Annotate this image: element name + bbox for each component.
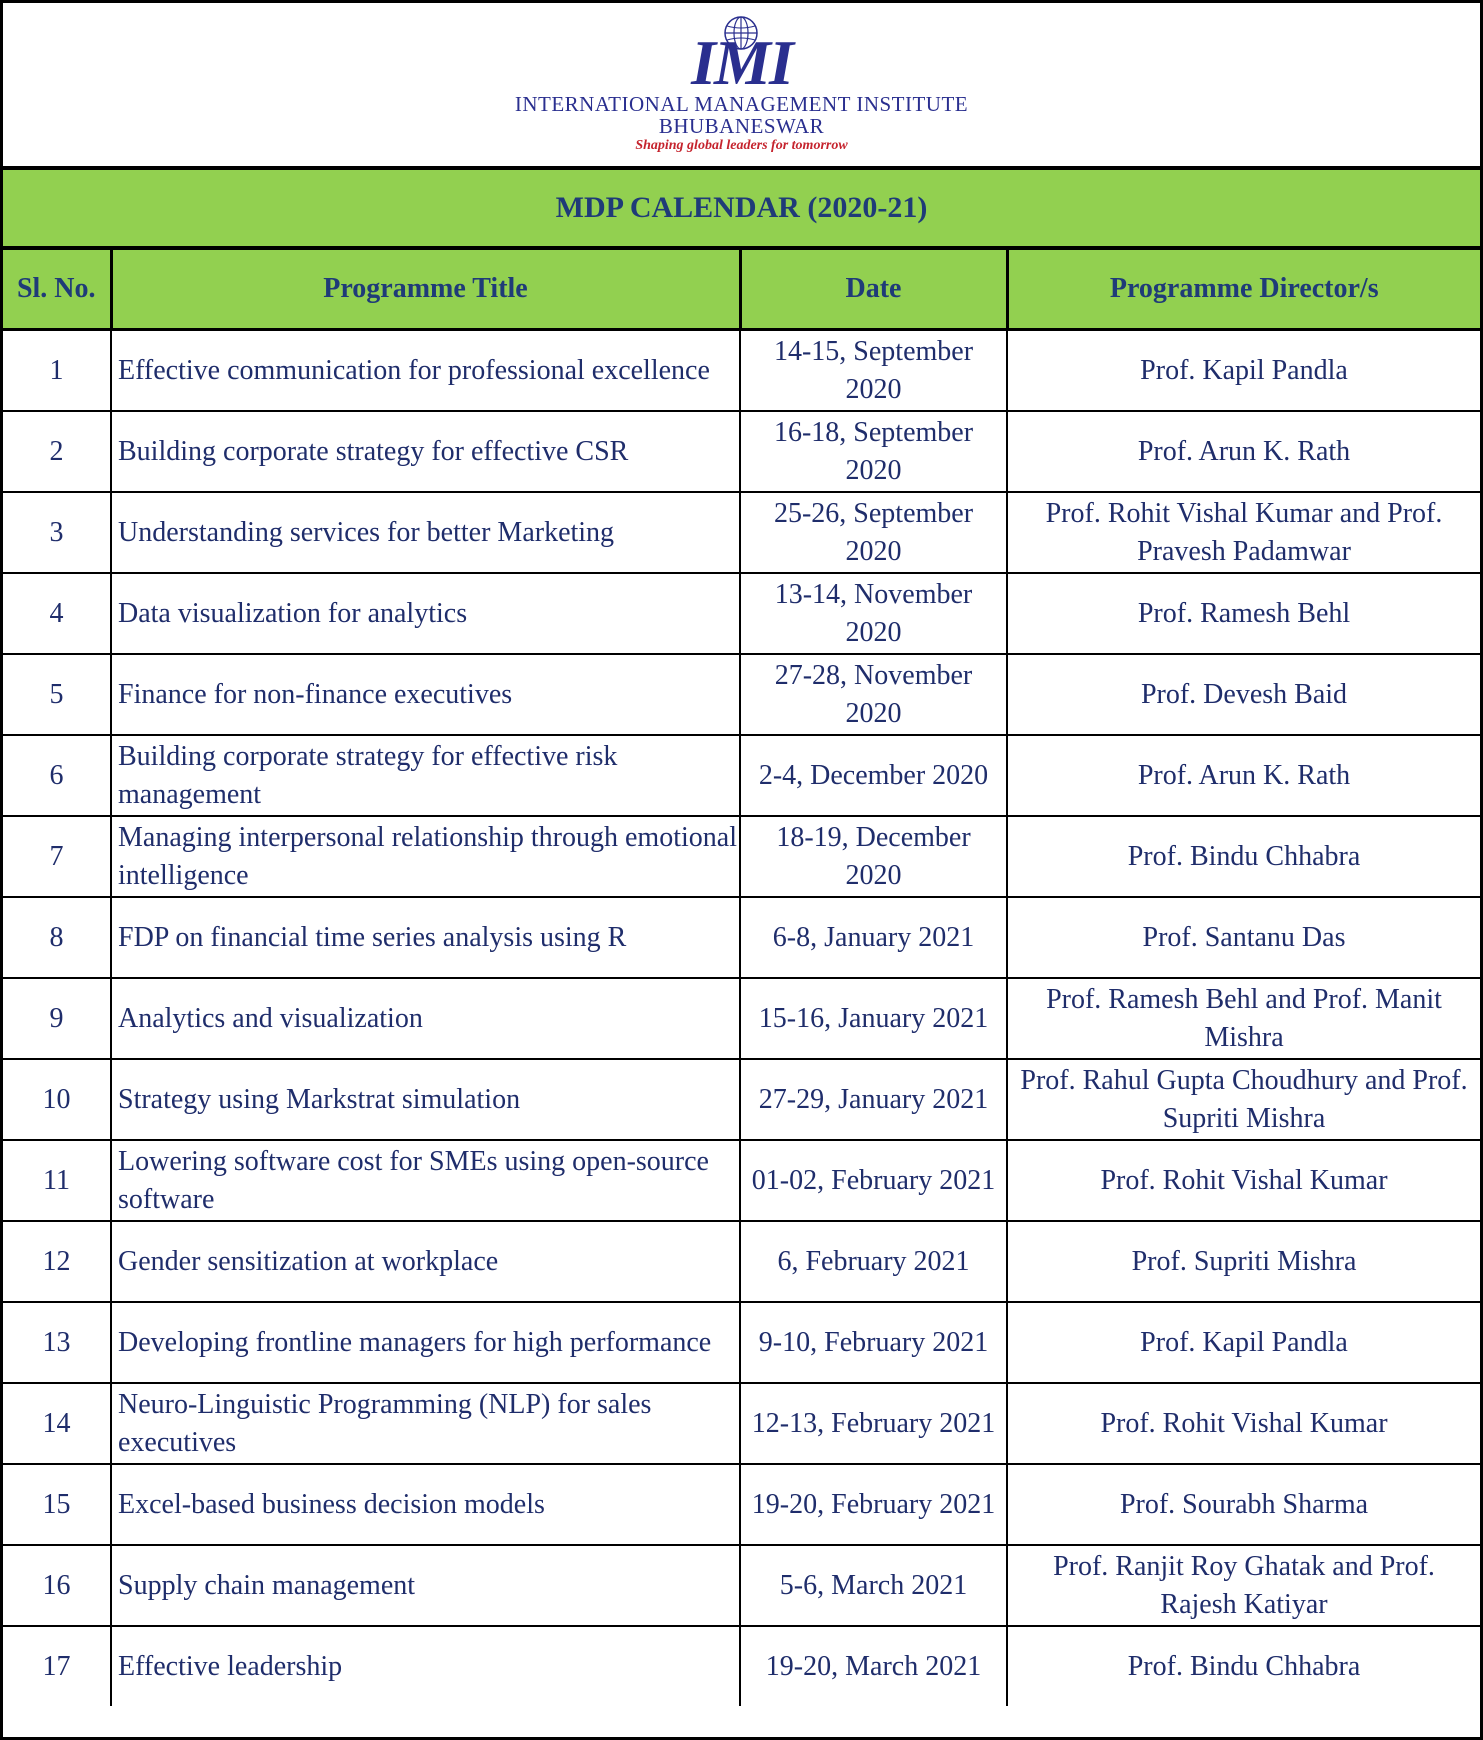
imi-logo	[672, 15, 812, 98]
date-cell: 25-26, September 2020	[740, 492, 1007, 573]
header-programme-director: Programme Director/s	[1007, 250, 1480, 330]
programme-director-cell: Prof. Ramesh Behl and Prof. Manit Mishra	[1007, 978, 1480, 1059]
programme-director-cell: Prof. Rohit Vishal Kumar and Prof. Pravesh Padamwar	[1007, 492, 1480, 573]
programme-title-cell: Developing frontline managers for high performance	[111, 1302, 740, 1383]
programme-title-cell: Data visualization for analytics	[111, 573, 740, 654]
sl-no-cell: 11	[3, 1140, 111, 1221]
programme-title-cell: Effective communication for professional excellence	[111, 330, 740, 412]
programme-director-cell: Prof. Bindu Chhabra	[1007, 816, 1480, 897]
date-cell: 12-13, February 2021	[740, 1383, 1007, 1464]
programme-director-cell: Prof. Rohit Vishal Kumar	[1007, 1383, 1480, 1464]
date-cell: 01-02, February 2021	[740, 1140, 1007, 1221]
sl-no-cell: 9	[3, 978, 111, 1059]
sl-no-cell: 14	[3, 1383, 111, 1464]
programme-director-cell: Prof. Bindu Chhabra	[1007, 1626, 1480, 1706]
institute-tagline: Shaping global leaders for tomorrow	[635, 138, 848, 153]
date-cell: 9-10, February 2021	[740, 1302, 1007, 1383]
date-cell: 16-18, September 2020	[740, 411, 1007, 492]
table-row	[3, 573, 1480, 654]
programme-title-cell: Understanding services for better Marketing	[111, 492, 740, 573]
institute-name: INTERNATIONAL MANAGEMENT INSTITUTE	[514, 92, 969, 116]
table-row	[3, 816, 1480, 897]
programme-title-cell: FDP on financial time series analysis using R	[111, 897, 740, 978]
table-row	[3, 1140, 1480, 1221]
programme-title-cell: Finance for non-finance executives	[111, 654, 740, 735]
table-row	[3, 1059, 1480, 1140]
header-sl-no: Sl. No.	[3, 250, 111, 330]
programme-director-cell: Prof. Kapil Pandla	[1007, 330, 1480, 412]
programme-title-cell: Excel-based business decision models	[111, 1464, 740, 1545]
programme-title-cell: Building corporate strategy for effective risk management	[111, 735, 740, 816]
sl-no-cell: 5	[3, 654, 111, 735]
programme-director-cell: Prof. Ramesh Behl	[1007, 573, 1480, 654]
table-row	[3, 1626, 1480, 1706]
table-row	[3, 330, 1480, 412]
programme-director-cell: Prof. Ranjit Roy Ghatak and Prof. Rajesh Katiyar	[1007, 1545, 1480, 1626]
programme-title-cell: Effective leadership	[111, 1626, 740, 1706]
sl-no-cell: 8	[3, 897, 111, 978]
date-cell: 13-14, November 2020	[740, 573, 1007, 654]
header-programme-title: Programme Title	[111, 250, 740, 330]
sl-no-cell: 3	[3, 492, 111, 573]
date-cell: 6, February 2021	[740, 1221, 1007, 1302]
programme-director-cell: Prof. Rohit Vishal Kumar	[1007, 1140, 1480, 1221]
table-row	[3, 1464, 1480, 1545]
date-cell: 19-20, February 2021	[740, 1464, 1007, 1545]
sl-no-cell: 2	[3, 411, 111, 492]
table-row	[3, 654, 1480, 735]
date-cell: 6-8, January 2021	[740, 897, 1007, 978]
date-cell: 5-6, March 2021	[740, 1545, 1007, 1626]
date-cell: 27-29, January 2021	[740, 1059, 1007, 1140]
sl-no-cell: 15	[3, 1464, 111, 1545]
programme-title-cell: Neuro-Linguistic Programming (NLP) for sales executives	[111, 1383, 740, 1464]
table-row	[3, 735, 1480, 816]
institute-header	[3, 3, 1480, 170]
sl-no-cell: 6	[3, 735, 111, 816]
programme-title-cell: Managing interpersonal relationship through emotional intelligence	[111, 816, 740, 897]
sl-no-cell: 1	[3, 330, 111, 412]
sl-no-cell: 12	[3, 1221, 111, 1302]
date-cell: 18-19, December 2020	[740, 816, 1007, 897]
programme-director-cell: Prof. Supriti Mishra	[1007, 1221, 1480, 1302]
table-row	[3, 978, 1480, 1059]
header-date: Date	[740, 250, 1007, 330]
sl-no-cell: 16	[3, 1545, 111, 1626]
date-cell: 14-15, September 2020	[740, 330, 1007, 412]
programme-title-cell: Gender sensitization at workplace	[111, 1221, 740, 1302]
programme-director-cell: Prof. Devesh Baid	[1007, 654, 1480, 735]
sl-no-cell: 17	[3, 1626, 111, 1706]
date-cell: 15-16, January 2021	[740, 978, 1007, 1059]
table-row	[3, 897, 1480, 978]
programme-title-cell: Building corporate strategy for effective CSR	[111, 411, 740, 492]
programme-title-cell: Supply chain management	[111, 1545, 740, 1626]
programme-table	[3, 250, 1480, 1706]
programme-title-cell: Lowering software cost for SMEs using open-source software	[111, 1140, 740, 1221]
table-header-row	[3, 250, 1480, 330]
table-row	[3, 1221, 1480, 1302]
programme-director-cell: Prof. Kapil Pandla	[1007, 1302, 1480, 1383]
date-cell: 2-4, December 2020	[740, 735, 1007, 816]
date-cell: 19-20, March 2021	[740, 1626, 1007, 1706]
table-row	[3, 1383, 1480, 1464]
table-row	[3, 1302, 1480, 1383]
programme-director-cell: Prof. Sourabh Sharma	[1007, 1464, 1480, 1545]
programme-director-cell: Prof. Santanu Das	[1007, 897, 1480, 978]
institute-city: BHUBANESWAR	[658, 114, 825, 138]
programme-director-cell: Prof. Rahul Gupta Choudhury and Prof. Supriti Mishra	[1007, 1059, 1480, 1140]
programme-director-cell: Prof. Arun K. Rath	[1007, 735, 1480, 816]
sl-no-cell: 4	[3, 573, 111, 654]
logo-text: IMI	[691, 27, 792, 98]
sl-no-cell: 7	[3, 816, 111, 897]
programme-title-cell: Analytics and visualization	[111, 978, 740, 1059]
calendar-title: MDP CALENDAR (2020-21)	[3, 170, 1480, 250]
sl-no-cell: 13	[3, 1302, 111, 1383]
sl-no-cell: 10	[3, 1059, 111, 1140]
programme-title-cell: Strategy using Markstrat simulation	[111, 1059, 740, 1140]
date-cell: 27-28, November 2020	[740, 654, 1007, 735]
table-row	[3, 1545, 1480, 1626]
programme-director-cell: Prof. Arun K. Rath	[1007, 411, 1480, 492]
table-row	[3, 492, 1480, 573]
table-row	[3, 411, 1480, 492]
